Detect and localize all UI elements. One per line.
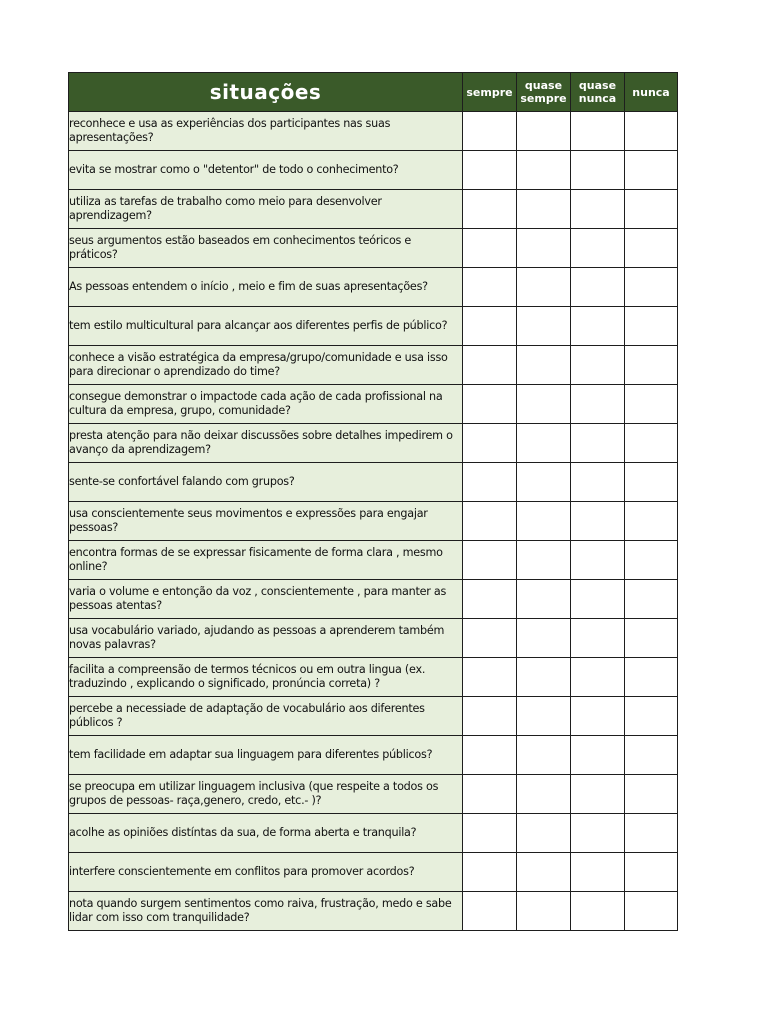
answer-cell-nunca[interactable] — [625, 268, 678, 307]
answer-cell-sempre[interactable] — [463, 658, 517, 697]
evaluation-table — [68, 72, 678, 931]
table-row — [69, 424, 678, 463]
answer-cell-quase-sempre[interactable] — [517, 151, 571, 190]
table-row — [69, 229, 678, 268]
answer-cell-nunca[interactable] — [625, 853, 678, 892]
answer-cell-quase-sempre[interactable] — [517, 424, 571, 463]
answer-cell-sempre[interactable] — [463, 268, 517, 307]
header-quase-sempre-line1: quase — [524, 79, 563, 92]
question-cell: tem facilidade em adaptar sua linguagem para diferentes públicos? — [69, 736, 463, 775]
table-row — [69, 385, 678, 424]
table-row — [69, 580, 678, 619]
question-cell: facilita a compreensão de termos técnicos ou em outra lingua (ex. traduzindo , explicando o significado, pronúncia correta) ? — [69, 658, 463, 697]
answer-cell-quase-sempre[interactable] — [517, 697, 571, 736]
answer-cell-sempre[interactable] — [463, 307, 517, 346]
answer-cell-quase-nunca[interactable] — [571, 190, 625, 229]
answer-cell-nunca[interactable] — [625, 385, 678, 424]
answer-cell-quase-sempre[interactable] — [517, 775, 571, 814]
table-body — [69, 112, 678, 931]
answer-cell-sempre[interactable] — [463, 229, 517, 268]
answer-cell-quase-nunca[interactable] — [571, 385, 625, 424]
question-cell: As pessoas entendem o início , meio e fim de suas apresentações? — [69, 268, 463, 307]
answer-cell-quase-sempre[interactable] — [517, 190, 571, 229]
table-row — [69, 736, 678, 775]
answer-cell-nunca[interactable] — [625, 307, 678, 346]
answer-cell-quase-sempre[interactable] — [517, 814, 571, 853]
table-row — [69, 112, 678, 151]
table-row — [69, 814, 678, 853]
question-cell: conhece a visão estratégica da empresa/grupo/comunidade e usa isso para direcionar o aprendizado do time? — [69, 346, 463, 385]
header-quase-sempre-line2: sempre — [520, 92, 567, 105]
question-cell: tem estilo multicultural para alcançar aos diferentes perfis de público? — [69, 307, 463, 346]
question-cell: sente-se confortável falando com grupos? — [69, 463, 463, 502]
answer-cell-sempre[interactable] — [463, 892, 517, 931]
answer-cell-sempre[interactable] — [463, 502, 517, 541]
header-sempre: sempre — [463, 73, 517, 112]
answer-cell-nunca[interactable] — [625, 463, 678, 502]
question-cell: percebe a necessiade de adaptação de vocabulário aos diferentes públicos ? — [69, 697, 463, 736]
answer-cell-quase-nunca[interactable] — [571, 814, 625, 853]
answer-cell-quase-sempre[interactable] — [517, 502, 571, 541]
answer-cell-nunca[interactable] — [625, 736, 678, 775]
answer-cell-sempre[interactable] — [463, 463, 517, 502]
question-cell: usa vocabulário variado, ajudando as pessoas a aprenderem também novas palavras? — [69, 619, 463, 658]
answer-cell-quase-sempre[interactable] — [517, 463, 571, 502]
answer-cell-quase-nunca[interactable] — [571, 502, 625, 541]
table-row — [69, 502, 678, 541]
table-row — [69, 268, 678, 307]
answer-cell-quase-sempre[interactable] — [517, 658, 571, 697]
answer-cell-quase-nunca[interactable] — [571, 697, 625, 736]
answer-cell-nunca[interactable] — [625, 814, 678, 853]
question-cell: se preocupa em utilizar linguagem inclusiva (que respeite a todos os grupos de pessoas- raça,genero, credo, etc.- )? — [69, 775, 463, 814]
answer-cell-sempre[interactable] — [463, 736, 517, 775]
answer-cell-nunca[interactable] — [625, 190, 678, 229]
table-row — [69, 307, 678, 346]
question-cell: consegue demonstrar o impactode cada ação de cada profissional na cultura da empresa, grupo, comunidade? — [69, 385, 463, 424]
question-cell: seus argumentos estão baseados em conhecimentos teóricos e práticos? — [69, 229, 463, 268]
answer-cell-nunca[interactable] — [625, 346, 678, 385]
answer-cell-sempre[interactable] — [463, 190, 517, 229]
answer-cell-quase-sempre[interactable] — [517, 853, 571, 892]
question-cell: encontra formas de se expressar fisicamente de forma clara , mesmo online? — [69, 541, 463, 580]
answer-cell-nunca[interactable] — [625, 697, 678, 736]
answer-cell-quase-sempre[interactable] — [517, 307, 571, 346]
question-cell: nota quando surgem sentimentos como raiva, frustração, medo e sabe lidar com isso com tranquilidade? — [69, 892, 463, 931]
answer-cell-nunca[interactable] — [625, 580, 678, 619]
table-row — [69, 619, 678, 658]
answer-cell-sempre[interactable] — [463, 814, 517, 853]
answer-cell-nunca[interactable] — [625, 502, 678, 541]
answer-cell-quase-nunca[interactable] — [571, 151, 625, 190]
answer-cell-quase-nunca[interactable] — [571, 775, 625, 814]
answer-cell-quase-nunca[interactable] — [571, 892, 625, 931]
answer-cell-sempre[interactable] — [463, 619, 517, 658]
answer-cell-quase-sempre[interactable] — [517, 619, 571, 658]
answer-cell-nunca[interactable] — [625, 658, 678, 697]
answer-cell-sempre[interactable] — [463, 697, 517, 736]
answer-cell-quase-sempre[interactable] — [517, 580, 571, 619]
header-row — [69, 73, 678, 112]
question-cell: varia o volume e entonção da voz , conscientemente , para manter as pessoas atentas? — [69, 580, 463, 619]
answer-cell-quase-nunca[interactable] — [571, 229, 625, 268]
answer-cell-nunca[interactable] — [625, 229, 678, 268]
header-quase-nunca-line2: nunca — [578, 92, 617, 105]
header-quase-nunca-line1: quase — [578, 79, 617, 92]
answer-cell-quase-sempre[interactable] — [517, 268, 571, 307]
answer-cell-quase-nunca[interactable] — [571, 463, 625, 502]
answer-cell-sempre[interactable] — [463, 346, 517, 385]
header-quase-nunca — [571, 73, 625, 112]
answer-cell-nunca[interactable] — [625, 775, 678, 814]
answer-cell-sempre[interactable] — [463, 853, 517, 892]
question-cell: reconhece e usa as experiências dos participantes nas suas apresentações? — [69, 112, 463, 151]
table-row — [69, 853, 678, 892]
header-nunca: nunca — [625, 73, 678, 112]
answer-cell-nunca[interactable] — [625, 151, 678, 190]
table-row — [69, 541, 678, 580]
question-cell: utiliza as tarefas de trabalho como meio para desenvolver aprendizagem? — [69, 190, 463, 229]
question-cell: evita se mostrar como o "detentor" de todo o conhecimento? — [69, 151, 463, 190]
answer-cell-quase-nunca[interactable] — [571, 619, 625, 658]
answer-cell-nunca[interactable] — [625, 112, 678, 151]
table-row — [69, 775, 678, 814]
answer-cell-sempre[interactable] — [463, 775, 517, 814]
table-row — [69, 658, 678, 697]
answer-cell-quase-sempre[interactable] — [517, 736, 571, 775]
header-quase-sempre — [517, 73, 571, 112]
answer-cell-quase-sempre[interactable] — [517, 112, 571, 151]
answer-cell-sempre[interactable] — [463, 541, 517, 580]
question-cell: presta atenção para não deixar discussões sobre detalhes impedirem o avanço da aprendizagem? — [69, 424, 463, 463]
answer-cell-quase-nunca[interactable] — [571, 112, 625, 151]
answer-cell-nunca[interactable] — [625, 892, 678, 931]
question-cell: usa conscientemente seus movimentos e expressões para engajar pessoas? — [69, 502, 463, 541]
table-row — [69, 697, 678, 736]
answer-cell-quase-nunca[interactable] — [571, 346, 625, 385]
question-cell: acolhe as opiniões distíntas da sua, de forma aberta e tranquila? — [69, 814, 463, 853]
answer-cell-nunca[interactable] — [625, 619, 678, 658]
table-row — [69, 892, 678, 931]
answer-cell-quase-sempre[interactable] — [517, 541, 571, 580]
answer-cell-nunca[interactable] — [625, 541, 678, 580]
answer-cell-quase-nunca[interactable] — [571, 307, 625, 346]
table-row — [69, 151, 678, 190]
answer-cell-nunca[interactable] — [625, 424, 678, 463]
answer-cell-quase-sempre[interactable] — [517, 346, 571, 385]
table-row — [69, 190, 678, 229]
answer-cell-sempre[interactable] — [463, 385, 517, 424]
answer-cell-quase-nunca[interactable] — [571, 853, 625, 892]
answer-cell-sempre[interactable] — [463, 424, 517, 463]
answer-cell-sempre[interactable] — [463, 580, 517, 619]
answer-cell-quase-nunca[interactable] — [571, 541, 625, 580]
answer-cell-sempre[interactable] — [463, 112, 517, 151]
answer-cell-quase-nunca[interactable] — [571, 268, 625, 307]
answer-cell-quase-sempre[interactable] — [517, 385, 571, 424]
answer-cell-quase-sempre[interactable] — [517, 892, 571, 931]
answer-cell-sempre[interactable] — [463, 151, 517, 190]
header-situacoes: situações — [69, 73, 463, 112]
question-cell: interfere conscientemente em conflitos para promover acordos? — [69, 853, 463, 892]
table-row — [69, 346, 678, 385]
answer-cell-quase-nunca[interactable] — [571, 424, 625, 463]
answer-cell-quase-nunca[interactable] — [571, 658, 625, 697]
answer-cell-quase-sempre[interactable] — [517, 229, 571, 268]
answer-cell-quase-nunca[interactable] — [571, 736, 625, 775]
answer-cell-quase-nunca[interactable] — [571, 580, 625, 619]
table-row — [69, 463, 678, 502]
